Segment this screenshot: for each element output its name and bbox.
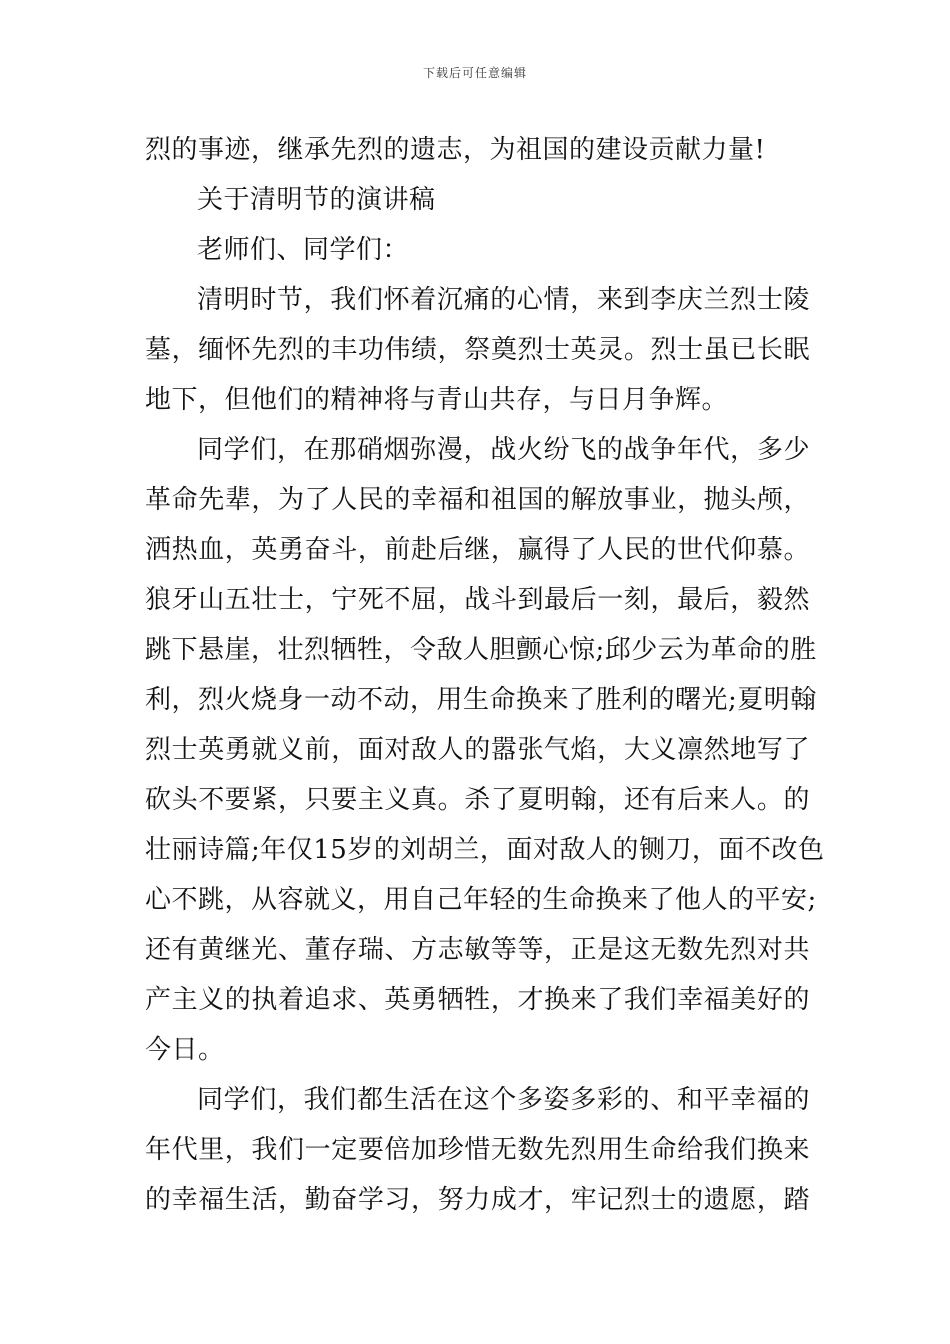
text-line: 产主义的执着追求、英勇牺牲，才换来了我们幸福美好的 bbox=[145, 985, 810, 1015]
page-header: 下载后可任意编辑 bbox=[422, 66, 527, 80]
text-line: 跳下悬崖，壮烈牺牲，令敌人胆颤心惊;邱少云为革命的胜 bbox=[145, 635, 817, 665]
text-line: 的幸福生活，勤奋学习，努力成才，牢记烈士的遗愿，踏 bbox=[145, 1185, 810, 1215]
text-line: 今日。 bbox=[145, 1035, 225, 1065]
text-line: 还有黄继光、董存瑞、方志敏等等，正是这无数先烈对共 bbox=[145, 935, 810, 965]
text-line: 烈士英勇就义前，面对敌人的嚣张气焰，大义凛然地写了 bbox=[145, 735, 810, 765]
text-line: 清明时节，我们怀着沉痛的心情，来到李庆兰烈士陵 bbox=[197, 285, 810, 315]
text-line: 心不跳，从容就义，用自己年轻的生命换来了他人的平安; bbox=[145, 885, 817, 915]
text-line: 狼牙山五壮士，宁死不屈，战斗到最后一刻，最后，毅然 bbox=[145, 585, 810, 615]
text-line: 利，烈火烧身一动不动，用生命换来了胜利的曙光;夏明翰 bbox=[145, 685, 817, 715]
document-body bbox=[145, 125, 825, 1225]
text-line: 砍头不要紧，只要主义真。杀了夏明翰，还有后来人。的 bbox=[145, 785, 810, 815]
section-title: 关于清明节的演讲稿 bbox=[197, 185, 436, 215]
text-line: 壮丽诗篇;年仅15岁的刘胡兰，面对敌人的铡刀，面不改色 bbox=[145, 835, 825, 865]
text-line: 同学们，我们都生活在这个多姿多彩的、和平幸福的 bbox=[197, 1085, 810, 1115]
text-line: 地下，但他们的精神将与青山共存，与日月争辉。 bbox=[145, 385, 729, 415]
text-line: 洒热血，英勇奋斗，前赴后继，赢得了人民的世代仰慕。 bbox=[145, 535, 810, 565]
text-line: 同学们，在那硝烟弥漫，战火纷飞的战争年代，多少 bbox=[197, 435, 810, 465]
text-line: 年代里，我们一定要倍加珍惜无数先烈用生命给我们换来 bbox=[145, 1135, 810, 1165]
salutation: 老师们、同学们： bbox=[197, 235, 410, 265]
text-line: 烈的事迹，继承先烈的遗志，为祖国的建设贡献力量! bbox=[145, 135, 766, 165]
text-line: 革命先辈，为了人民的幸福和祖国的解放事业，抛头颅， bbox=[145, 485, 810, 515]
text-line: 墓，缅怀先烈的丰功伟绩，祭奠烈士英灵。烈士虽已长眠 bbox=[145, 335, 810, 365]
